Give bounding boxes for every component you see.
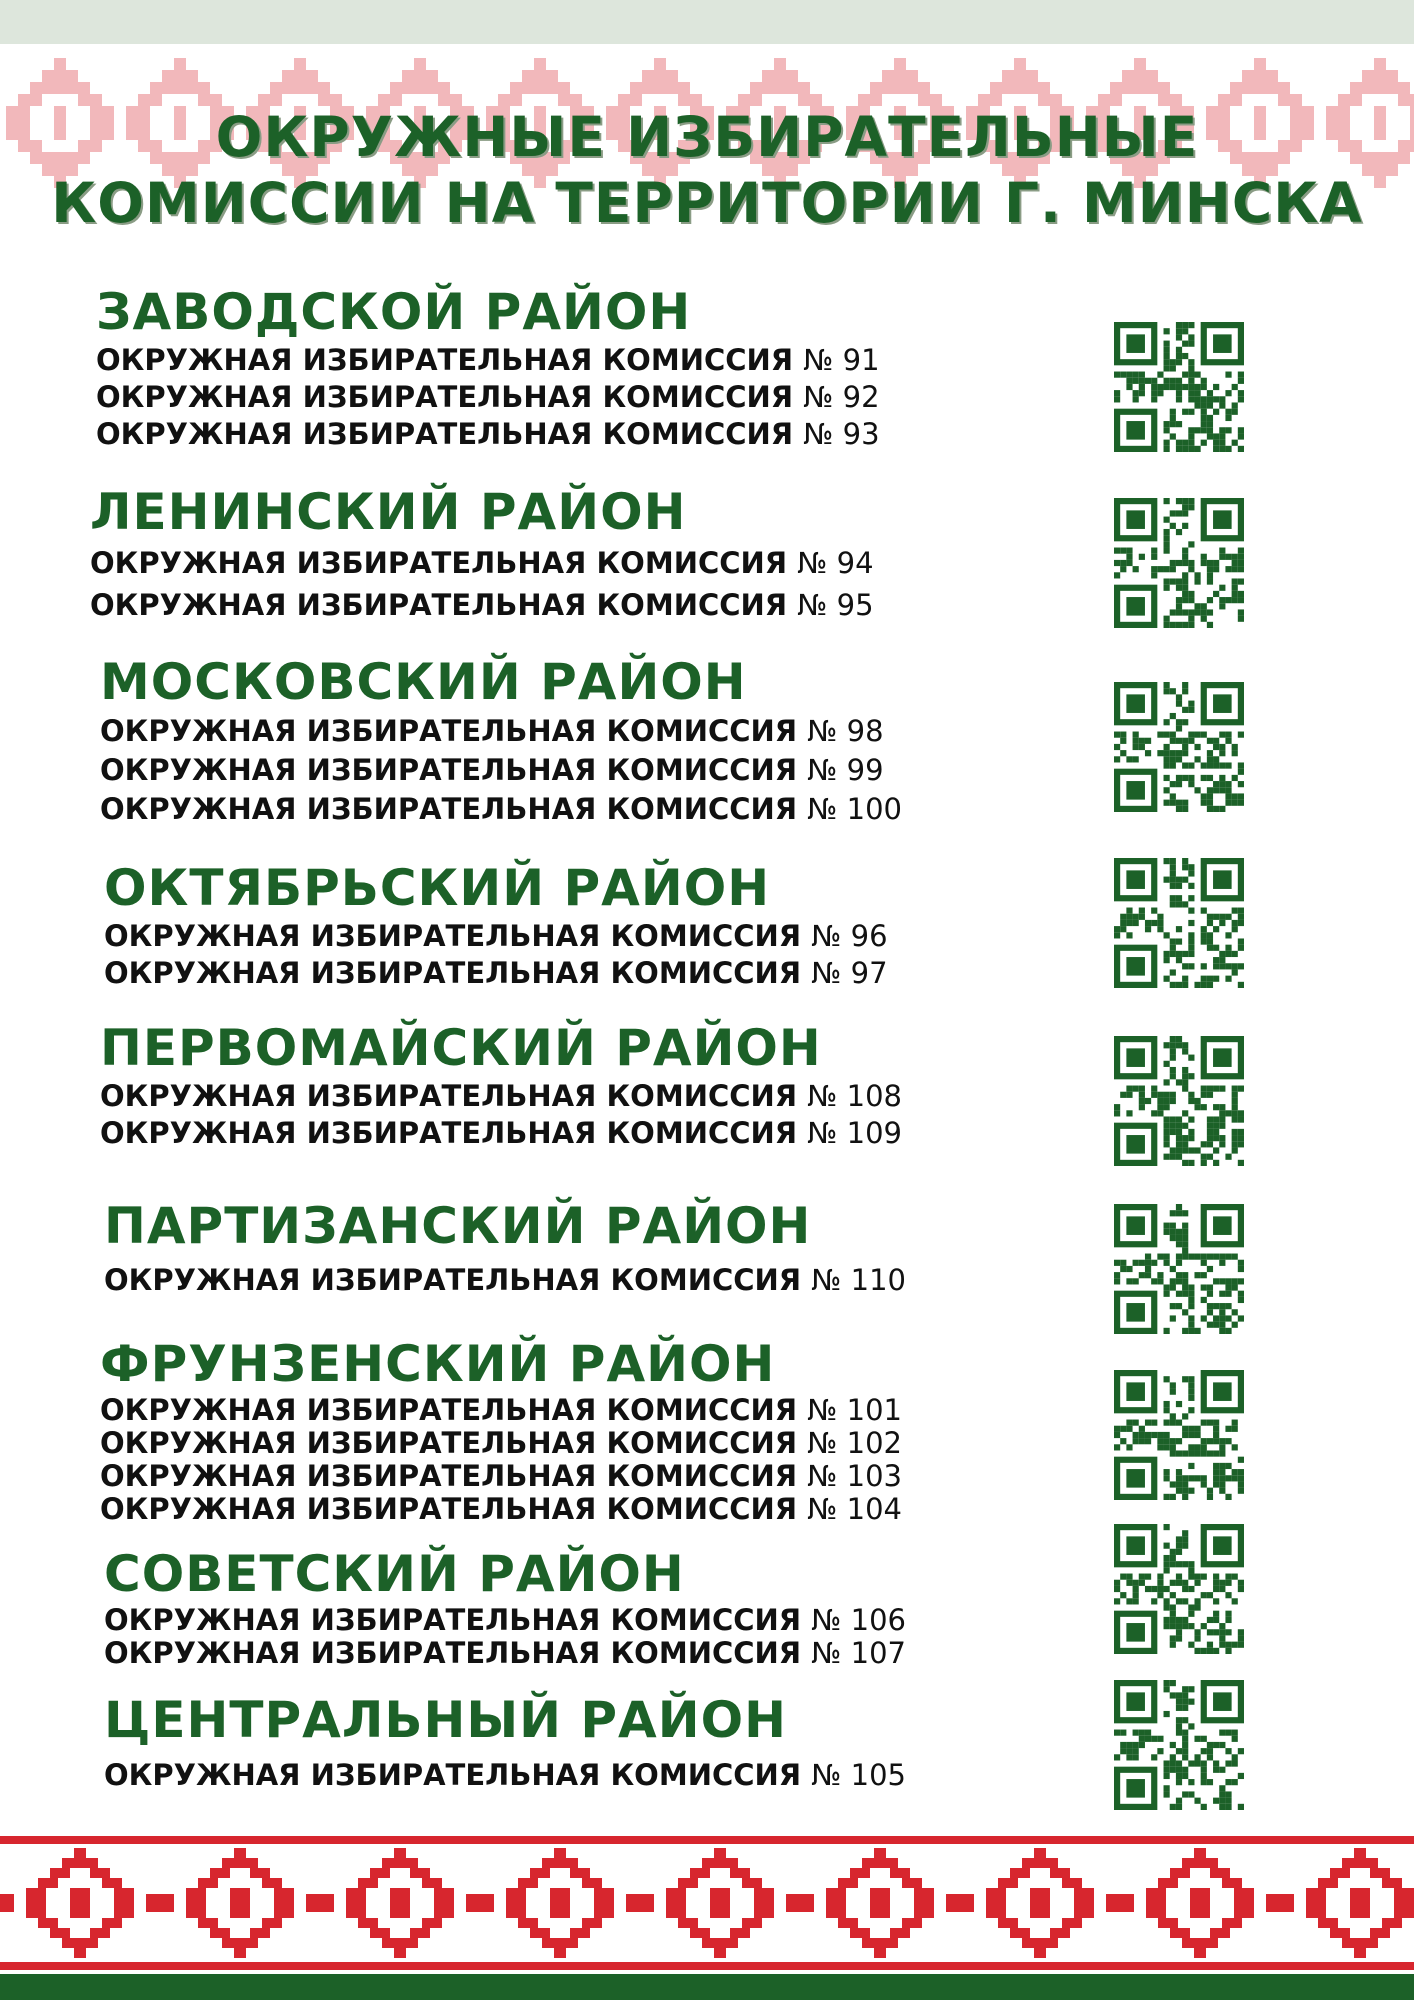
top-bar: [0, 0, 1414, 44]
qr-code-icon[interactable]: [1114, 1204, 1244, 1334]
commission-line: ОКРУЖНАЯ ИЗБИРАТЕЛЬНАЯ КОМИССИЯ № 101: [100, 1393, 902, 1427]
commission-line: ОКРУЖНАЯ ИЗБИРАТЕЛЬНАЯ КОМИССИЯ № 110: [104, 1263, 906, 1297]
commission-line: ОКРУЖНАЯ ИЗБИРАТЕЛЬНАЯ КОМИССИЯ № 96: [104, 919, 888, 953]
bottom-ornament: [0, 1836, 1414, 1970]
commission-line: ОКРУЖНАЯ ИЗБИРАТЕЛЬНАЯ КОМИССИЯ № 99: [100, 753, 884, 787]
district-name: СОВЕТСКИЙ РАЙОН: [104, 1545, 685, 1603]
commission-line: ОКРУЖНАЯ ИЗБИРАТЕЛЬНАЯ КОМИССИЯ № 108: [100, 1079, 902, 1113]
district-sovetsky: [104, 1544, 1064, 1670]
commission-line: ОКРУЖНАЯ ИЗБИРАТЕЛЬНАЯ КОМИССИЯ № 106: [104, 1603, 906, 1637]
commission-line: ОКРУЖНАЯ ИЗБИРАТЕЛЬНАЯ КОМИССИЯ № 98: [100, 714, 884, 748]
commission-line: ОКРУЖНАЯ ИЗБИРАТЕЛЬНАЯ КОМИССИЯ № 97: [104, 956, 888, 990]
commission-line: ОКРУЖНАЯ ИЗБИРАТЕЛЬНАЯ КОМИССИЯ № 94: [90, 546, 874, 580]
qr-code-icon[interactable]: [1114, 498, 1244, 628]
commission-line: ОКРУЖНАЯ ИЗБИРАТЕЛЬНАЯ КОМИССИЯ № 93: [96, 417, 880, 451]
district-name: ПАРТИЗАНСКИЙ РАЙОН: [104, 1197, 812, 1255]
qr-code-icon[interactable]: [1114, 1036, 1244, 1166]
commission-line: ОКРУЖНАЯ ИЗБИРАТЕЛЬНАЯ КОМИССИЯ № 103: [100, 1459, 902, 1493]
district-name: ЦЕНТРАЛЬНЫЙ РАЙОН: [104, 1691, 787, 1749]
district-name: ОКТЯБРЬСКИЙ РАЙОН: [104, 859, 771, 917]
district-moskovsky: [100, 652, 1060, 829]
commission-line: ОКРУЖНАЯ ИЗБИРАТЕЛЬНАЯ КОМИССИЯ № 91: [96, 343, 880, 377]
commission-line: ОКРУЖНАЯ ИЗБИРАТЕЛЬНАЯ КОМИССИЯ № 92: [96, 380, 880, 414]
commission-line: ОКРУЖНАЯ ИЗБИРАТЕЛЬНАЯ КОМИССИЯ № 107: [104, 1636, 906, 1670]
district-name: ЗАВОДСКОЙ РАЙОН: [96, 283, 692, 341]
district-tsentralny: [104, 1690, 1064, 1800]
district-pervomaysky: [100, 1018, 1060, 1152]
bottom-bar: [0, 1974, 1414, 2000]
district-frunzensky: [100, 1334, 1060, 1526]
title-line-1: ОКРУЖНЫЕ ИЗБИРАТЕЛЬНЫЕ: [215, 105, 1199, 169]
commission-line: ОКРУЖНАЯ ИЗБИРАТЕЛЬНАЯ КОМИССИЯ № 100: [100, 792, 902, 826]
commission-line: ОКРУЖНАЯ ИЗБИРАТЕЛЬНАЯ КОМИССИЯ № 105: [104, 1758, 906, 1792]
title-line-2: КОМИССИИ НА ТЕРРИТОРИИ Г. МИНСКА: [51, 171, 1363, 235]
page-title: [0, 104, 1414, 236]
commission-line: ОКРУЖНАЯ ИЗБИРАТЕЛЬНАЯ КОМИССИЯ № 102: [100, 1426, 902, 1460]
commission-line: ОКРУЖНАЯ ИЗБИРАТЕЛЬНАЯ КОМИССИЯ № 109: [100, 1116, 902, 1150]
qr-code-icon[interactable]: [1114, 1370, 1244, 1500]
district-name: ПЕРВОМАЙСКИЙ РАЙОН: [100, 1019, 822, 1077]
commission-line: ОКРУЖНАЯ ИЗБИРАТЕЛЬНАЯ КОМИССИЯ № 95: [90, 588, 874, 622]
qr-code-icon[interactable]: [1114, 682, 1244, 812]
qr-code-icon[interactable]: [1114, 1524, 1244, 1654]
qr-code-icon[interactable]: [1114, 1680, 1244, 1810]
qr-code-icon[interactable]: [1114, 322, 1244, 452]
district-zavodskoy: [96, 282, 1056, 453]
district-oktyabrsky: [104, 858, 1064, 992]
qr-code-icon[interactable]: [1114, 858, 1244, 988]
district-partizansky: [104, 1196, 1064, 1304]
district-leninsky: [90, 482, 1050, 626]
district-name: ЛЕНИНСКИЙ РАЙОН: [90, 483, 687, 541]
district-name: ФРУНЗЕНСКИЙ РАЙОН: [100, 1335, 776, 1393]
district-name: МОСКОВСКИЙ РАЙОН: [100, 653, 747, 711]
commission-line: ОКРУЖНАЯ ИЗБИРАТЕЛЬНАЯ КОМИССИЯ № 104: [100, 1492, 902, 1526]
